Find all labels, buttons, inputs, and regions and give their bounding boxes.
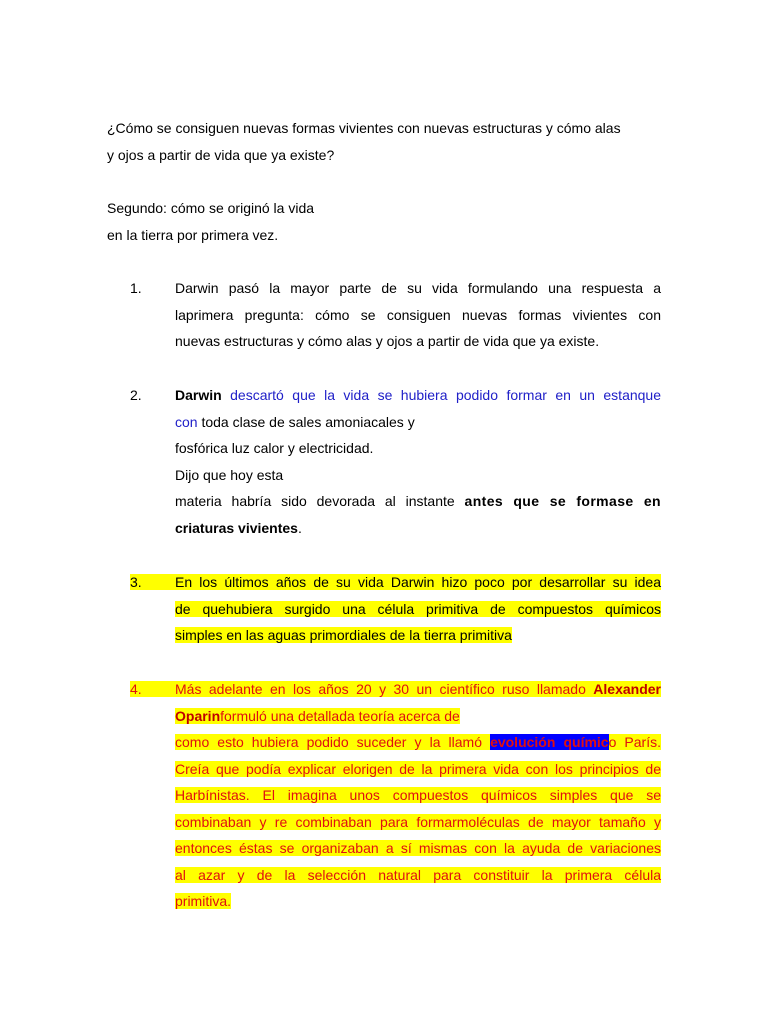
item-3-number: 3.: [130, 569, 181, 596]
item-3-line-1: En los últimos años de su vida Darwin hizo poco por desarrollar su idea: [175, 574, 661, 590]
item-4-line-2: Oparinformuló una detallada teoría acerca de: [175, 707, 460, 724]
item-2-text: [175, 382, 661, 541]
item-4-line-7: entonces éstas se organizaban a sí mismas con la ayuda de variaciones: [175, 840, 661, 856]
item-1-line-2: laprimera pregunta: cómo se consiguen nuevas formas vivientes con: [175, 306, 661, 323]
item-3-text: [175, 569, 661, 649]
item-3-line-3: simples en las aguas primordiales de la tierra primitiva: [175, 627, 512, 643]
second-line-2: en la tierra por primera vez.: [107, 226, 279, 243]
item-2-line-6: [175, 515, 661, 542]
item-1-line-1: Darwin pasó la mayor parte de su vida formulando una respuesta a: [175, 280, 661, 296]
item-4-line-4: Creía que podía explicar elorigen de la primera vida con los principios de: [175, 760, 661, 777]
item-2-line-6-end: .: [297, 519, 302, 536]
item-3-line-2: de quehubiera surgido una célula primitiva de compuestos químicos: [175, 600, 661, 617]
item-2-number: 2.: [130, 387, 142, 403]
item-2-blue-text-2: con: [175, 413, 198, 430]
item-2-darwin: Darwin: [175, 387, 222, 403]
item-4-evolucion-quimica: evolución químic: [490, 734, 609, 750]
item-4-line-6: combinaban y re combinaban para formarmoléculas de mayor tamaño y: [175, 813, 661, 830]
item-2-blue-text-1: descartó que la vida se hubiera podido formar en un estanque: [221, 387, 661, 403]
item-1-text: [175, 275, 661, 355]
item-4-line-9: primitiva.: [175, 893, 232, 909]
item-2-line-5-bold: antes que se formase en: [464, 493, 661, 509]
item-4-number: 4.: [130, 676, 181, 703]
second-paragraph: [107, 195, 663, 248]
intro-line-1: ¿Cómo se consiguen nuevas formas vivientes con nuevas estructuras y cómo alas: [107, 120, 621, 136]
item-2-line-5-start: materia habría sido devorada al instante: [175, 493, 465, 509]
item-4-alexander: Alexander: [593, 681, 661, 697]
item-2-line-1: [175, 382, 661, 409]
item-2-line-3: fosfórica luz calor y electricidad.: [175, 440, 374, 456]
second-line-1: Segundo: cómo se originó la vida: [107, 200, 315, 216]
intro-paragraph: [107, 115, 663, 168]
item-2-line-2: [175, 409, 661, 436]
item-4-line-5: Harbínistas. El imagina unos compuestos químicos simples que se: [175, 787, 661, 803]
item-2-line-4: Dijo que hoy esta: [175, 466, 284, 483]
item-4-line-3: como esto hubiera podido suceder y la llamó evolución químico París.: [175, 734, 662, 750]
item-1-number: 1.: [130, 280, 142, 296]
item-4-text: [175, 676, 661, 915]
item-2-line-5: [175, 488, 661, 515]
item-4-line-8: al azar y de la selección natural para constituir la primera célula: [175, 866, 661, 883]
item-2-line-6-bold: criaturas vivientes: [175, 519, 298, 536]
intro-line-2: y ojos a partir de vida que ya existe?: [107, 146, 335, 163]
item-4-oparin: Oparin: [175, 707, 221, 724]
item-1-line-3: nuevas estructuras y cómo alas y ojos a partir de vida que ya existe.: [175, 333, 600, 349]
item-4-line-1: Más adelante en los años 20 y 30 un científico ruso llamado Alexander: [175, 681, 661, 697]
item-2-line-2-rest: toda clase de sales amoniacales y: [197, 413, 415, 430]
